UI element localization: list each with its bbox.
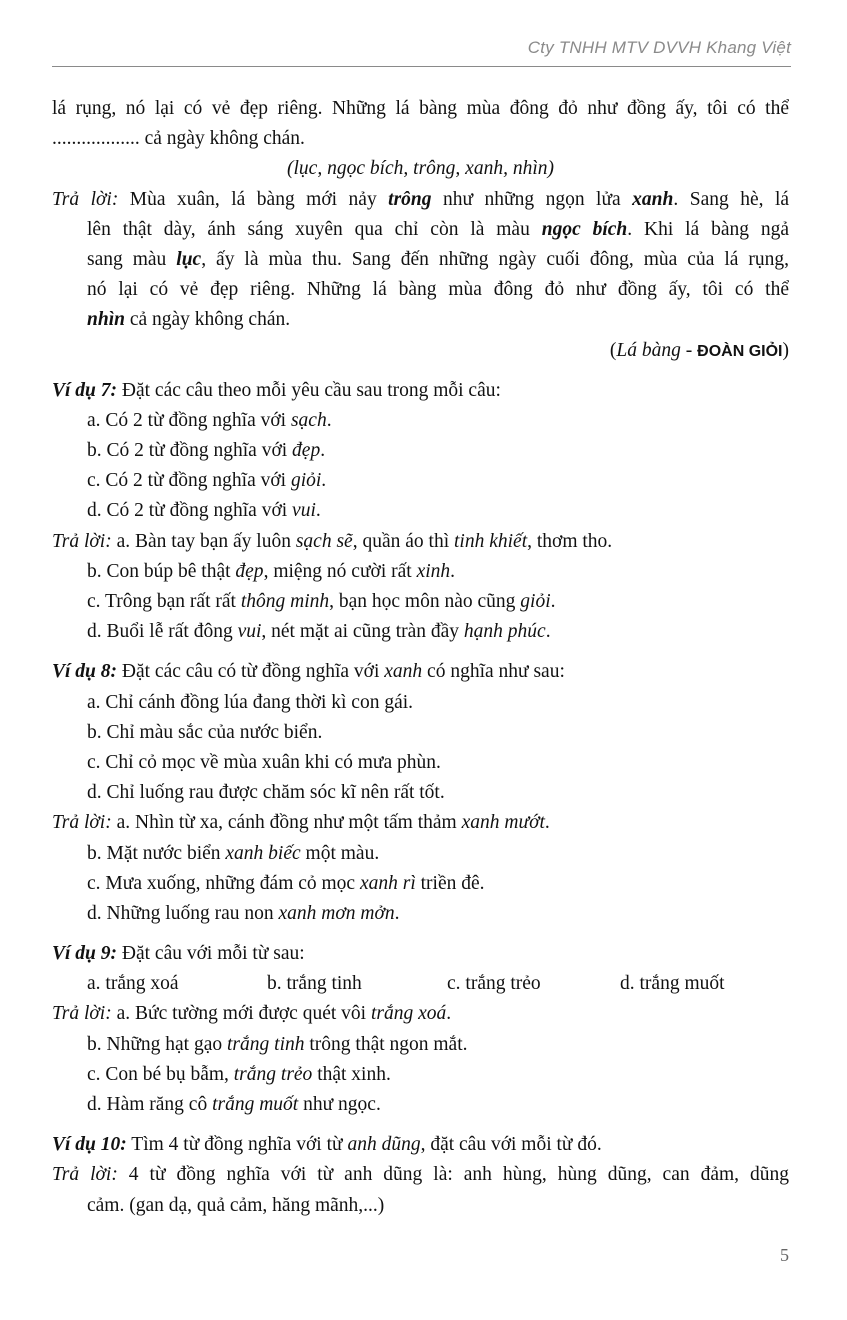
option-c: c. trắng trẻo <box>447 973 541 995</box>
answer-line: c. Con bé bụ bẫm, trắng trẻo thật xinh. <box>87 1063 391 1085</box>
option-d: d. trắng muốt <box>620 973 725 995</box>
option-a: a. trắng xoá <box>87 973 179 995</box>
exercise-text-line: lá rụng, nó lại có vẻ đẹp riêng. Những lá bàng mùa đông đỏ như đồng ấy, tôi có thể <box>52 98 789 119</box>
example-label: Ví dụ 9: <box>52 943 118 965</box>
answer-line: b. Mặt nước biển xanh biếc một màu. <box>87 842 380 864</box>
page-number: 5 <box>780 1245 789 1265</box>
header-rule <box>52 66 791 67</box>
answer-line: nhìn cả ngày không chán. <box>87 309 291 331</box>
list-item: c. Chỉ cỏ mọc về mùa xuân khi có mưa phùn. <box>87 751 441 773</box>
answer-line: c. Trông bạn rất rất thông minh, bạn học môn nào cũng giỏi. <box>87 591 556 612</box>
answer-label: Trả lời: <box>52 188 119 210</box>
page-content <box>52 94 789 1221</box>
answer-line: Trả lời: a. Bàn tay bạn ấy luôn sạch sẽ, quần áo thì tinh khiết, thơm tho. <box>52 530 613 552</box>
example-10-question: Ví dụ 10: Tìm 4 từ đồng nghĩa với từ anh dũng, đặt câu với mỗi từ đó. <box>52 1134 602 1156</box>
option-b: b. trắng tinh <box>267 973 362 995</box>
answer-line: Trả lời: 4 từ đồng nghĩa với từ anh dũng là: anh hùng, hùng dũng, can đảm, dũng <box>52 1164 789 1186</box>
list-item: a. Có 2 từ đồng nghĩa với sạch. <box>87 409 332 431</box>
answer-line: lên thật dày, ánh sáng xuyên qua chỉ còn là màu ngọc bích. Khi lá bàng ngả <box>87 218 789 240</box>
list-item: b. Có 2 từ đồng nghĩa với đẹp. <box>87 440 326 462</box>
answer-line: c. Mưa xuống, những đám cỏ mọc xanh rì triền đê. <box>87 872 485 894</box>
answer-line: b. Những hạt gạo trắng tinh trông thật ngon mắt. <box>87 1033 468 1055</box>
example-label: Ví dụ 8: <box>52 661 118 683</box>
answer-line: sang màu lục, ấy là mùa thu. Sang đến những ngày cuối đông, mùa của lá rụng, <box>87 248 789 270</box>
list-item: d. Chỉ luống rau được chăm sóc kĩ nên rất tốt. <box>87 782 445 804</box>
example-7-question: Ví dụ 7: Đặt các câu theo mỗi yêu cầu sau trong mỗi câu: <box>52 379 501 401</box>
example-9-question: Ví dụ 9: Đặt câu với mỗi từ sau: <box>52 943 305 965</box>
answer-line: nó lại có vẻ đẹp riêng. Những lá bàng mùa đông đỏ như đồng ấy, tôi có thể <box>87 279 789 301</box>
example-label: Ví dụ 7: <box>52 379 118 401</box>
list-item: d. Có 2 từ đồng nghĩa với vui. <box>87 500 321 522</box>
answer-line: cảm. (gan dạ, quả cảm, hăng mãnh,...) <box>87 1194 385 1216</box>
answer-label: Trả lời: <box>52 812 112 834</box>
answer-label: Trả lời: <box>52 1164 118 1186</box>
answer-label: Trả lời: <box>52 530 112 552</box>
answer-line: Trả lời: Mùa xuân, lá bàng mới nảy trông như những ngọn lửa xanh. Sang hè, lá <box>52 188 789 210</box>
answer-line: d. Những luống rau non xanh mơn mởn. <box>87 902 400 924</box>
example-label: Ví dụ 10: <box>52 1134 127 1156</box>
answer-line: d. Hàm răng cô trắng muốt như ngọc. <box>87 1094 381 1115</box>
answer-line: b. Con búp bê thật đẹp, miệng nó cười rất xinh. <box>87 560 456 582</box>
list-item: c. Có 2 từ đồng nghĩa với giỏi. <box>87 470 327 492</box>
answer-line: Trả lời: a. Bức tường mới được quét vôi trắng xoá. <box>52 1003 452 1025</box>
running-header: Cty TNHH MTV DVVH Khang Việt <box>527 38 791 57</box>
answer-label: Trả lời: <box>52 1003 112 1025</box>
exercise-text-line-blank: .................. cả ngày không chán. <box>52 128 305 150</box>
list-item: a. Chỉ cánh đồng lúa đang thời kì con gái. <box>87 691 414 713</box>
answer-line: Trả lời: a. Nhìn từ xa, cánh đồng như một tấm thảm xanh mướt. <box>52 812 550 834</box>
list-item: b. Chỉ màu sắc của nước biển. <box>87 721 323 743</box>
example-8-question: Ví dụ 8: Đặt các câu có từ đồng nghĩa với xanh có nghĩa như sau: <box>52 661 565 683</box>
source-citation: (Lá bàng - ĐOÀN GIỎI) <box>609 339 789 361</box>
answer-line: d. Buổi lễ rất đông vui, nét mặt ai cũng tràn đầy hạnh phúc. <box>87 621 551 643</box>
word-options <box>52 969 789 999</box>
word-choices: (lục, ngọc bích, trông, xanh, nhìn) <box>287 158 554 180</box>
